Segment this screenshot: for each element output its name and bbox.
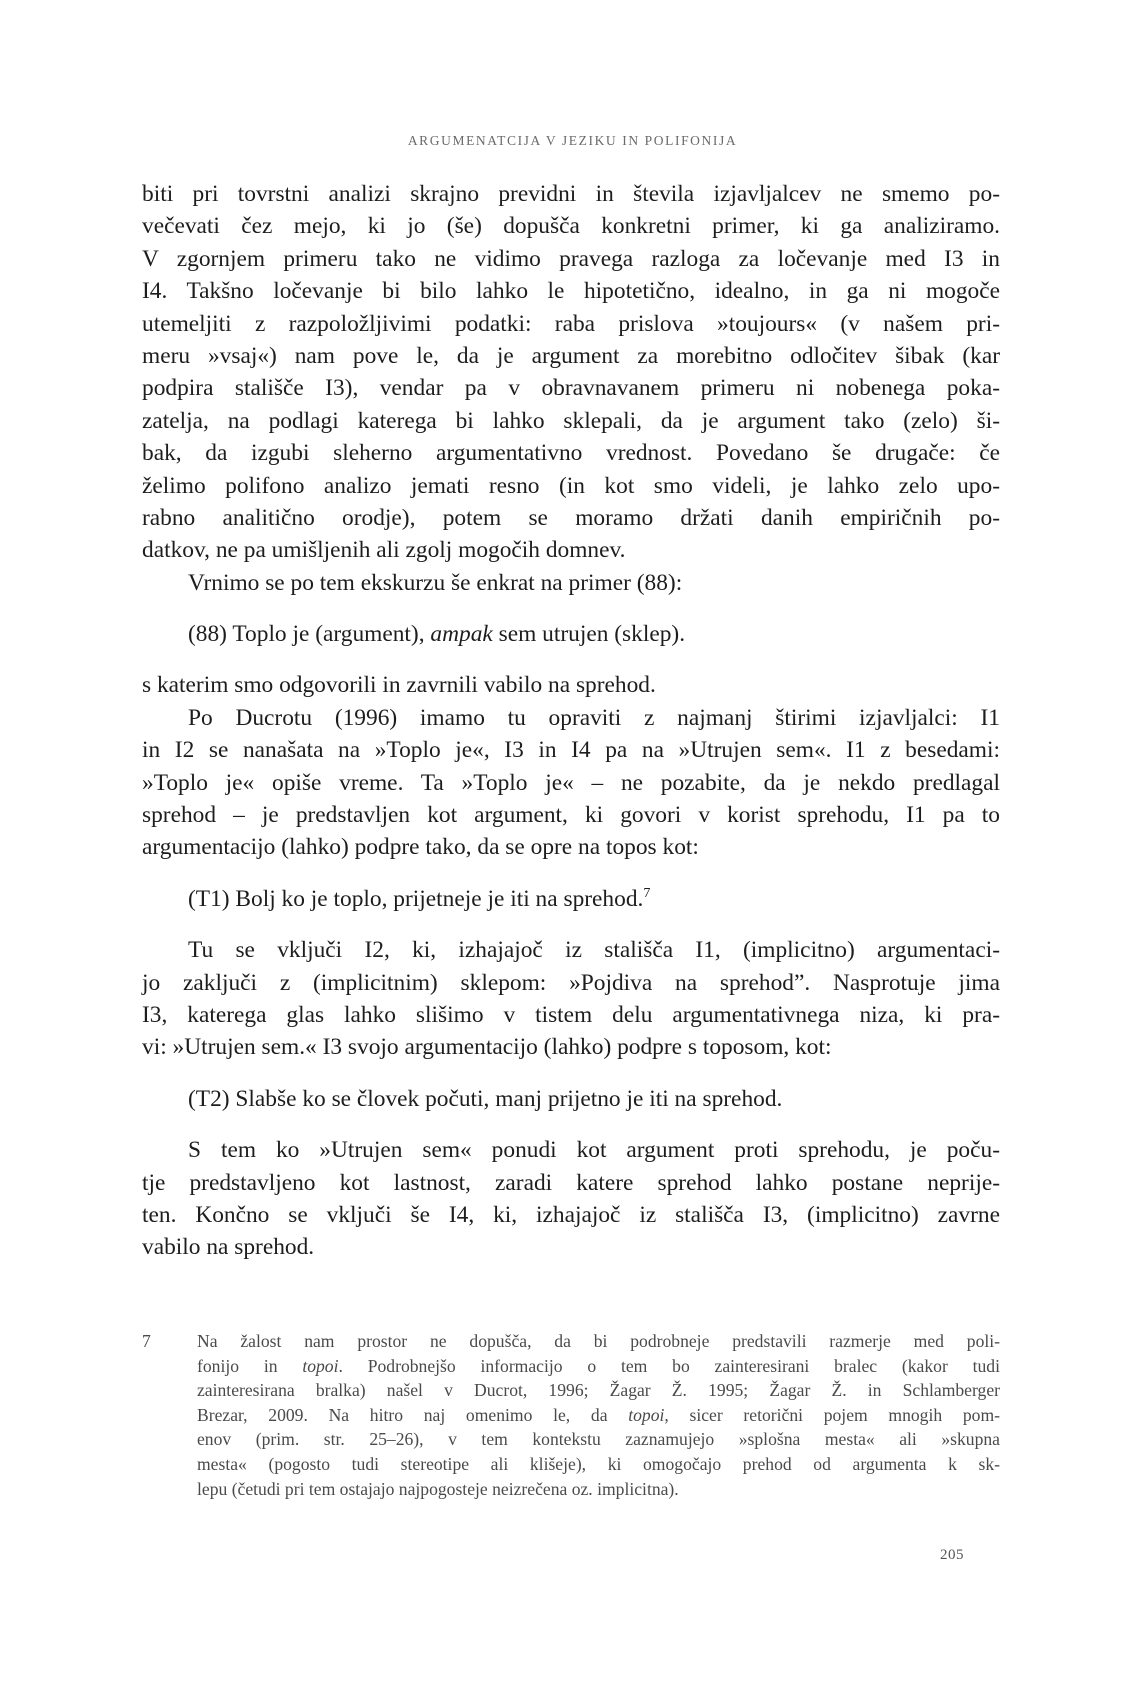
footnote-7 [142,1329,1000,1501]
paragraph-3: s katerim smo odgovorili in zavrnili vabilo na sprehod. [142,672,656,699]
text-line: Tu se vključi I2, ki, izhajajoč iz stališča I1, (implicitno) argumentaci- [188,937,1000,964]
text-line: biti pri tovrstni analizi skrajno previdni in števila izjavljalcev ne smemo po- [142,181,1000,207]
topos-t2: (T2) Slabše ko se človek počuti, manj prijetno je iti na sprehod. [188,1085,783,1112]
footnote-body [197,1329,1000,1501]
paragraph-6 [142,1134,1000,1264]
text-line: utemeljiti z razpoložljivimi podatki: raba prislova »toujours« (v našem pri- [142,310,1000,337]
text-line: I4. Takšno ločevanje bi bilo lahko le hipotetično, idealno, in ga ni mogoče [142,278,1000,305]
text-line: Po Ducrotu (1996) imamo tu opraviti z najmanj štirimi izjavljalci: I1 [188,704,1000,731]
text-line: argumentacijo (lahko) podpre tako, da se opre na topos kot: [142,834,699,861]
footnote-line: fonijo in topoi. Podrobnejšo informacijo o tem bo zainteresirani bralec (kakor tudi [197,1355,1000,1376]
text-line: I3, katerega glas lahko slišimo v tistem delu argumentativnega niza, ki pra- [142,1001,1000,1028]
page-number: 205 [940,1547,964,1563]
text-line: zatelja, na podlagi katerega bi lahko sklepali, da je argument tako (zelo) ši- [142,407,1000,434]
footnote-reference-7[interactable]: 7 [643,885,651,902]
footnote-line: mesta« (pogosto tudi stereotipe ali klišeje), ki omogočajo prehod od argumenta k sk- [197,1453,1000,1474]
text-line: jo zaključi z (implicitnim) sklepom: »Pojdiva na sprehod”. Nasprotuje jima [142,969,1000,996]
footnote-line: enov (prim. str. 25–26), v tem kontekstu zaznamujejo »splošna mesta« ali »skupna [197,1429,1000,1450]
emphasis-ampak: ampak [430,621,493,648]
paragraph-4 [142,702,1000,864]
text-line: V zgornjem primeru tako ne vidimo pravega razloga za ločevanje med I3 in [142,245,1000,272]
text-line: datkov, ne pa umišljenih ali zgolj mogočih domnev. [142,537,626,564]
text-line: vabilo na sprehod. [142,1234,315,1261]
example-88: (88) Toplo je (argument), ampak sem utrujen (sklep). [188,621,686,648]
text-line: meru »vsaj«) nam pove le, da je argument za morebitno odločitev šibak (kar [142,342,1000,369]
footnote-line: lepu (četudi pri tem ostajajo najpogosteje neizrečena oz. implicitna). [197,1478,679,1499]
text-line: vi: »Utrujen sem.« I3 svojo argumentacijo (lahko) podpre s toposom, kot: [142,1034,832,1061]
text-line: tje predstavljeno kot lastnost, zaradi katere sprehod lahko postane neprije- [142,1169,1000,1196]
footnote-number: 7 [142,1331,151,1351]
text-line: rabno analitično orodje), potem se moramo držati danih empiričnih po- [142,504,1000,531]
paragraph-2: Vrnimo se po tem ekskurzu še enkrat na primer (88): [188,569,683,596]
paragraph-1 [142,178,1000,567]
footnote-line: Brezar, 2009. Na hitro naj omenimo le, da topoi, sicer retorični pojem mnogih pom- [197,1404,1000,1425]
paragraph-5 [142,934,1000,1064]
text-line: »Toplo je« opiše vreme. Ta »Toplo je« – ne pozabite, da je nekdo predlagal [142,769,1000,796]
text-line: želimo polifono analizo jemati resno (in kot smo videli, je lahko zelo upo- [142,472,1000,499]
footnote-line: Na žalost nam prostor ne dopušča, da bi podrobneje predstavili razmerje med poli- [197,1331,1000,1351]
text-line: podpira stališče I3), vendar pa v obravnavanem primeru ni nobenega poka- [142,375,1000,402]
main-text [142,178,1000,1264]
topos-t1: (T1) Bolj ko je toplo, prijetneje je iti na sprehod.$^7$ [188,885,651,912]
text-line: ten. Končno se vključi še I4, ki, izhajajoč iz stališča I3, (implicitno) zavrne [142,1201,1000,1228]
running-head: ARGUMENATCIJA V JEZIKU IN POLIFONIJA [407,133,738,148]
footnote-line: zainteresirana bralka) našel v Ducrot, 1996; Žagar Ž. 1995; Žagar Ž. in Schlamberger [197,1380,1000,1401]
text-line: in I2 se nanašata na »Toplo je«, I3 in I4 pa na »Utrujen sem«. I1 z besedami: [142,737,1000,764]
text-line: bak, da izgubi sleherno argumentativno vrednost. Povedano še drugače: če [142,440,1000,467]
text-line: S tem ko »Utrujen sem« ponudi kot argument proti sprehodu, je poču- [188,1137,1000,1164]
text-line: sprehod – je predstavljen kot argument, ki govori v korist sprehodu, I1 pa to [142,802,1000,829]
text-line: večevati čez mejo, ki jo (še) dopušča konkretni primer, ki ga analiziramo. [142,213,1000,240]
